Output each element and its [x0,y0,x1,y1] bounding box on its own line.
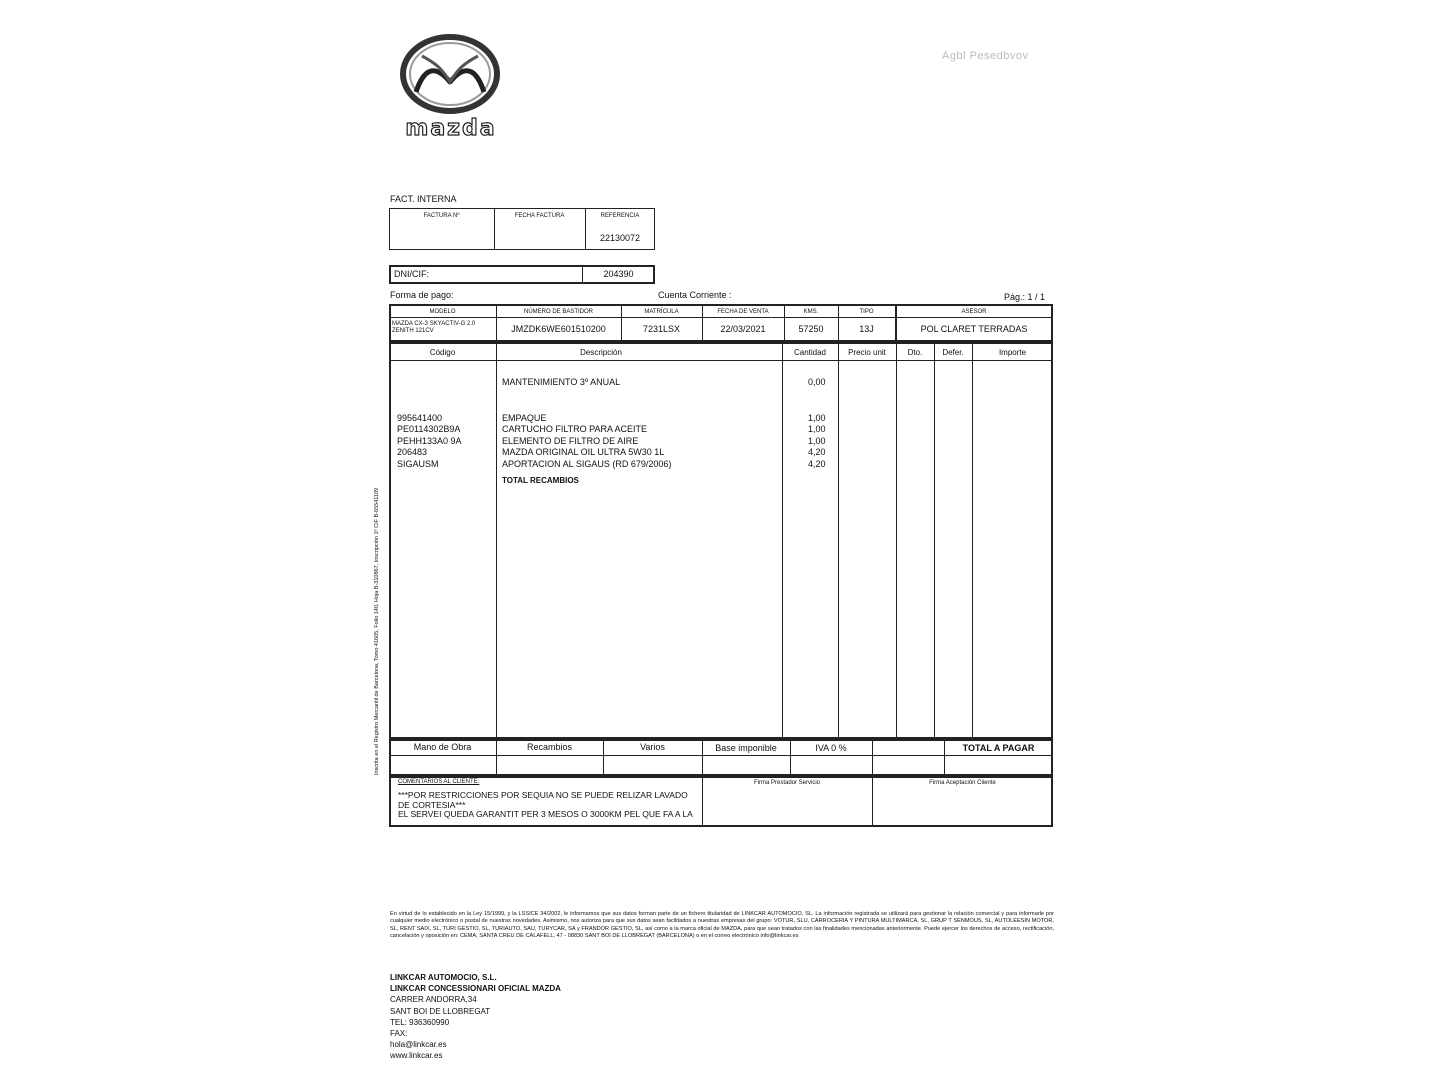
mazda-logo [392,34,510,144]
comments-title: COMENTARIOS AL CLIENTE: [398,779,480,785]
service-cantidad: 0,00 [808,377,826,387]
part-code: SIGAUSM [397,459,439,469]
vehicle-modelo: MAZDA CX-3 SKYACTIV-G 2.0 ZENITH 121CV [392,321,476,334]
doc-type: FACT. INTERNA [390,194,457,204]
lh-defer: Defer. [942,348,964,357]
total-varios: Varios [640,742,665,752]
vh-modelo: MODELO [429,309,456,315]
forma-pago-label: Forma de pago: [390,290,454,300]
vh-tipo: TIPO [859,309,874,315]
vehicle-tipo: 13J [859,324,874,334]
vehicle-kms: 57250 [798,324,824,334]
part-description: APORTACION AL SIGAUS (RD 679/2006) [502,459,672,469]
mazda-wordmark: mazda [405,116,497,141]
company-city: SANT BOI DE LLOBREGAT [390,1006,491,1016]
part-quantity: 4,20 [808,459,826,469]
part-code: 206483 [397,447,428,457]
lh-precio: Precio unit [848,348,886,357]
part-code: PEHH133A0 9A [397,436,462,446]
vh-kms: KMS. [803,309,819,315]
fecha-label: FECHA FACTURA [514,213,565,219]
legal-text: En virtud de lo establecido en la Ley 15/1999, y la LSSICE 34/2002, le informamos que sus datos forman parte de un fichero titularidad de LINKCAR AUTOMOCIO, SL. La información registrada se utilizará para gestionar la relación comercial y para informarle por cualquier medio electrónico o postal de nuestras novedades. Asimismo, nos autoriza para que sus datos sean facilitados a nuestras empresas del grupo: VOTUR, SLU, CARROCERIA Y PINTURA MULTIMARCA, SL, GRUP T SENMOUS, SL, AUTOLEESIN MOTOR, SL, RENT SAIX, SL, TURI GESTIO, SL, TURIAUTO, SAU, TURYCAR, SA y FRANDOR GESTIO, SL, así como a la marca oficial de MAZDA, para que sean tratados con las finalidades mencionadas anteriormente. Puede ejercer los derechos de acceso, rectificación, cancelación y oposición en: CEMA, SANTA CREU DE CALAFELL, 47 - 08830 SANT BOI DE LLOBREGAT (BARCELONA) o en el correo electrónico info@linkcar.es [390,911,1054,940]
total-a-pagar: TOTAL A PAGAR [962,743,1035,753]
comments-line1: ***POR RESTRICCIONES POR SEQUIA NO SE PUEDE RELIZAR LAVADO DE CORTESIA*** [398,790,688,810]
vehicle-bastidor: JMZDK6WE601510200 [511,324,606,334]
firma-prestador: Firma Prestador Servicio [753,780,821,786]
company-name: LINKCAR AUTOMOCIO, S.L. [390,973,497,982]
vh-matricula: MATRÍCULA [644,309,679,315]
lh-dto: Dto. [907,348,923,357]
total-recambios-label: TOTAL RECAMBIOS [502,476,579,485]
referencia-label: REFERENCIA [600,213,640,219]
vh-fecha: FECHA DE VENTA [717,309,769,315]
top-stamp: Agbl Pesedbvov [942,50,1029,62]
total-mano-obra: Mano de Obra [413,742,472,752]
vh-asesor: ASESOR [961,309,987,315]
part-description: ELEMENTO DE FILTRO DE AIRE [502,436,639,446]
part-description: MAZDA ORIGINAL OIL ULTRA 5W30 1L [502,447,665,457]
company-email: hola@linkcar.es [390,1040,447,1050]
vehicle-matricula: 7231LSX [642,324,681,334]
mazda-emblem-icon [392,34,510,116]
comments-line2: EL SERVEI QUEDA GARANTIT PER 3 MESOS O 3000KM PEL QUE FA A LA [398,809,693,819]
company-tel: TEL: 936360990 [390,1017,450,1027]
company-street: CARRER ANDORRA,34 [390,995,477,1005]
cuenta-label: Cuenta Corriente : [658,290,732,300]
company-fax: FAX: [390,1029,408,1039]
lh-importe: Importe [998,348,1027,357]
company-web: www.linkcar.es [390,1051,443,1061]
part-quantity: 1,00 [808,424,826,434]
part-code: 995641400 [397,413,443,423]
page-label: Pág.: 1 / 1 [1004,292,1046,302]
total-iva: IVA 0 % [815,743,847,753]
firma-cliente: Firma Aceptación Cliente [929,780,996,786]
lh-codigo: Código [429,348,456,357]
vehicle-asesor: POL CLARET TERRADAS [920,324,1028,334]
part-description: EMPAQUE [502,413,547,423]
part-quantity: 1,00 [808,413,826,423]
part-code: PE0114302B9A [397,424,461,434]
company-block [390,972,690,1062]
dni-label: DNI/CIF: [394,269,429,279]
dni-value: 204390 [603,269,634,279]
part-quantity: 1,00 [808,436,826,446]
part-quantity: 4,20 [808,447,826,457]
part-description: CARTUCHO FILTRO PARA ACEITE [502,424,648,434]
side-registry-text: Inscrita en el Registro Mercantil de Barcelona, Tomo 41605, Folio 140, Hoja B-310867, Inscripción 1ª CIF B-65541109 [374,487,380,775]
service-description: MANTENIMIENTO 3º ANUAL [502,377,621,387]
vh-bastidor: NÚMERO DE BASTIDOR [523,309,593,315]
company-dealer: LINKCAR CONCESSIONARI OFICIAL MAZDA [390,984,561,994]
total-base: Base imponible [715,743,777,753]
total-recambios: Recambios [526,742,573,752]
factura-label: FACTURA Nº [423,213,460,219]
lines-table [389,342,1053,739]
referencia-value: 22130072 [599,233,641,243]
lh-descripcion: Descripción [580,348,622,357]
vehicle-fecha: 22/03/2021 [720,324,766,334]
lh-cantidad: Cantidad [793,348,827,357]
